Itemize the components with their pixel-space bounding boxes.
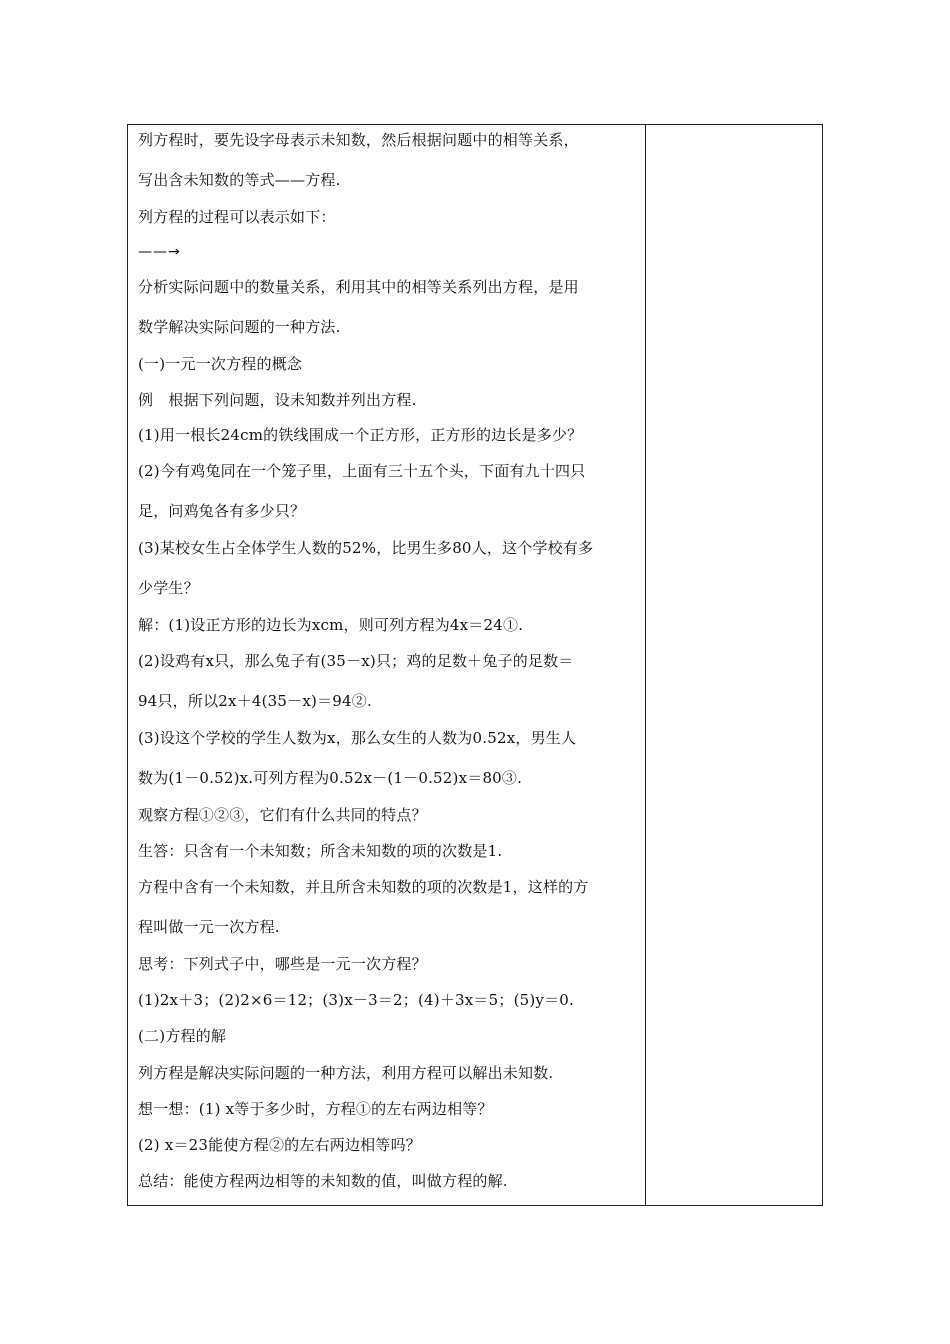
arrow-line: ——→ [138,244,181,260]
text-line: (2) x＝23能使方程②的左右两边相等吗？ [138,1136,421,1154]
notes-cell [646,125,822,1205]
text-line: 数学解决实际问题的一种方法. [138,318,341,336]
text-line: (2)设鸡有x只，那么兔子有(35－x)只；鸡的足数＋兔子的足数＝ [138,652,574,670]
text-line: 解：(1)设正方形的边长为xcm，则可列方程为4x＝24①. [138,616,524,634]
text-line: 列方程时，要先设字母表示未知数，然后根据问题中的相等关系， [138,131,579,149]
text-line: (1)2x＋3；(2)2×6＝12；(3)x－3＝2；(4)＋3x＝5；(5)y＝0. [138,991,575,1009]
text-line: 足，问鸡兔各有多少只？ [138,502,306,520]
text-line: 少学生？ [138,579,199,597]
text-line: 列方程是解决实际问题的一种方法，利用方程可以解出未知数. [138,1064,554,1082]
text-line: 想一想：(1) x等于多少时，方程①的左右两边相等？ [138,1100,493,1118]
text-line: 数为(1－0.52)x.可列方程为0.52x－(1－0.52)x＝80③. [138,769,523,787]
text-line: 94只，所以2x＋4(35－x)＝94②. [138,692,372,710]
text-line: 列方程的过程可以表示如下： [138,208,336,226]
text-line: 分析实际问题中的数量关系，利用其中的相等关系列出方程，是用 [138,278,579,296]
text-line: 例 根据下列问题，设未知数并列出方程. [138,391,417,409]
lesson-content-cell [128,125,645,1205]
text-line: 生答：只含有一个未知数；所含未知数的项的次数是1. [138,842,503,860]
section-heading: (二)方程的解 [138,1027,227,1045]
lesson-table [127,124,823,1206]
text-line: 方程中含有一个未知数，并且所含未知数的项的次数是1，这样的方 [138,878,589,896]
text-line: (1)用一根长24cm的铁线围成一个正方形，正方形的边长是多少？ [138,426,583,444]
text-line: 观察方程①②③，它们有什么共同的特点？ [138,806,427,824]
text-line: (3)设这个学校的学生人数为x，那么女生的人数为0.52x，男生人 [138,729,577,747]
text-line: (3)某校女生占全体学生人数的52%，比男生多80人，这个学校有多 [138,539,594,557]
text-line: 总结：能使方程两边相等的未知数的值，叫做方程的解. [138,1172,508,1190]
text-line: 思考：下列式子中，哪些是一元一次方程？ [138,955,427,973]
text-line: (2)今有鸡兔同在一个笼子里，上面有三十五个头，下面有九十四只 [138,462,586,480]
section-heading: (一)一元一次方程的概念 [138,355,303,373]
text-line: 写出含未知数的等式——方程. [138,171,341,189]
text-line: 程叫做一元一次方程. [138,918,280,936]
